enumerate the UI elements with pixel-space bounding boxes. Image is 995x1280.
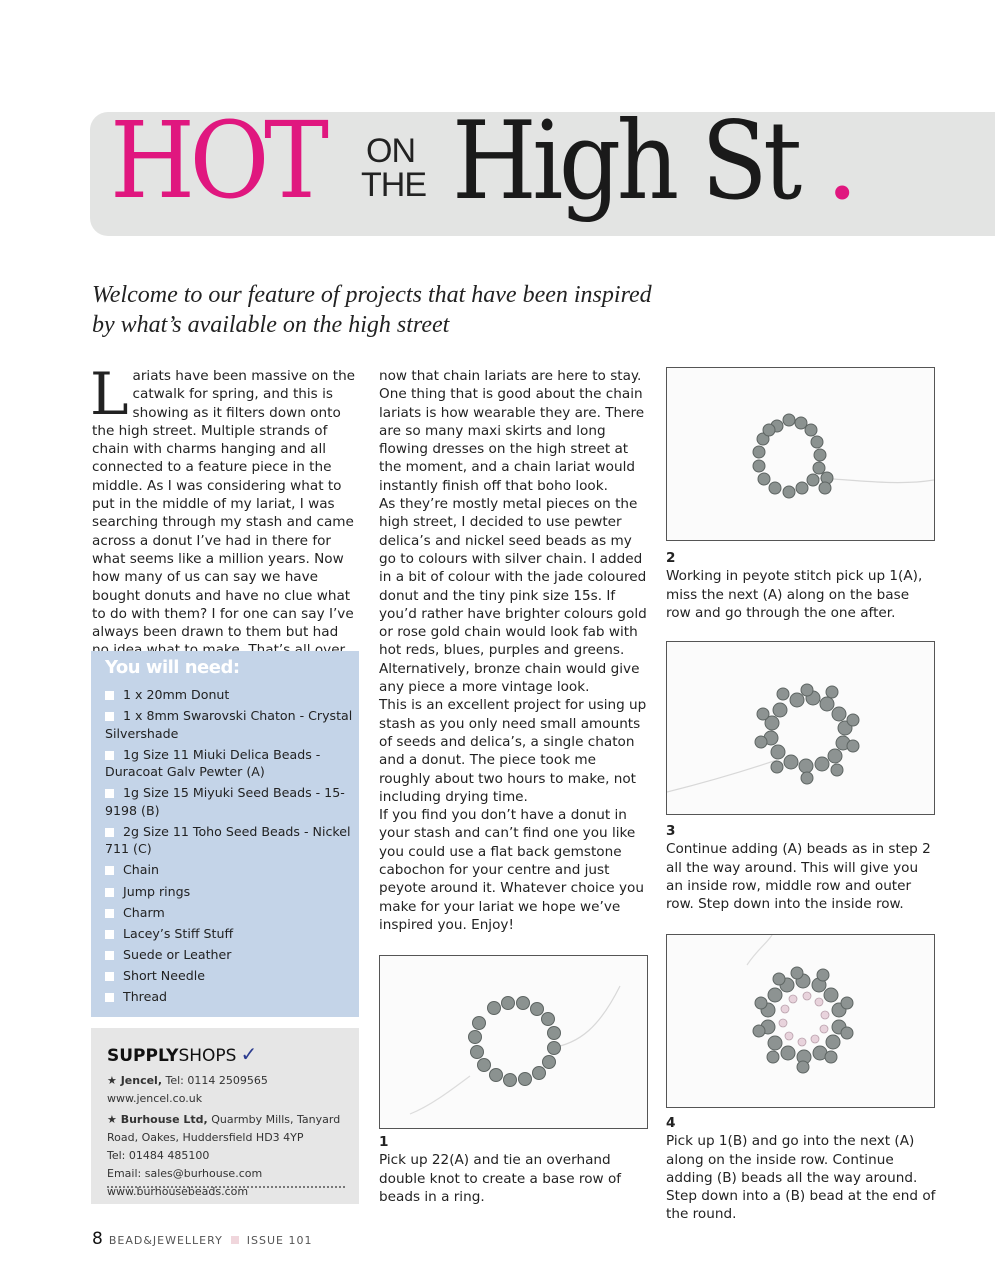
list-item-label: Suede or Leather xyxy=(123,946,232,962)
step-2-photo xyxy=(666,367,935,541)
checkbox-square-icon xyxy=(105,751,114,760)
step-2-caption xyxy=(666,549,936,622)
list-item xyxy=(105,883,355,901)
supply-title-light: SHOPS xyxy=(178,1046,237,1066)
shop-detail: Tel: 0114 2509565 www.jencel.co.uk xyxy=(107,1074,268,1105)
shop-tel: Tel: 01484 485100 xyxy=(107,1149,210,1162)
list-item-label: Chain xyxy=(123,862,159,878)
shop-detail: Quarmby Mills, Tanyard Road, Oakes, Huddersfield HD3 4YP xyxy=(107,1113,341,1144)
magazine-name: BEAD&JEWELLERY xyxy=(108,1234,223,1247)
bead-ring-image xyxy=(667,368,934,540)
supply-shops-box xyxy=(91,1028,359,1204)
you-will-need-title: You will need: xyxy=(105,657,240,678)
step-number: 2 xyxy=(666,550,676,566)
list-item-label: Jump rings xyxy=(123,883,191,899)
materials-list xyxy=(105,686,355,1009)
shop-website: www.burhousebeads.com xyxy=(107,1185,249,1198)
title-high-st: High St xyxy=(452,99,798,224)
article-paragraph: ariats have been massive on the catwalk for spring, and this is showing as it filters down onto the high street. Multiple strands of chain with charms hanging and all connected to a feature piece in the middle. As I was considering what to put in the middle of my lariat, I was searching through my stash and came across a donut I’ve had in there for what seems like a million years. Now how many of us can say we have bought donuts and have no clue what to do with them? I for one can say I’ve always been drawn to them but had xyxy=(92,368,356,641)
checkbox-square-icon xyxy=(105,828,114,837)
step-text: Pick up 1(B) and go into the next (A) along on the inside row. Continue adding (B) beads all the way around. Step down into a (B) bead at the end of the round. xyxy=(666,1133,936,1223)
drop-cap: L xyxy=(90,360,129,428)
step-number: 3 xyxy=(666,823,676,839)
shop-entry xyxy=(107,1072,355,1108)
checkbox-square-icon xyxy=(105,930,114,939)
list-item-label: Thread xyxy=(123,989,168,1005)
you-will-need-box xyxy=(91,651,359,1017)
checkbox-square-icon xyxy=(105,909,114,918)
step-number: 4 xyxy=(666,1115,676,1131)
article-column-2 xyxy=(379,367,647,934)
list-item-label: 2g Size 11 Toho Seed Beads - Nickel 711 (C) xyxy=(105,823,351,857)
title-dot: . xyxy=(825,99,860,224)
list-item-label: 1 x 20mm Donut xyxy=(123,687,230,702)
title-on: ON xyxy=(366,132,415,170)
step-3-photo xyxy=(666,641,935,815)
list-item xyxy=(105,746,355,781)
step-number: 1 xyxy=(379,1134,389,1150)
step-4-photo xyxy=(666,934,935,1108)
list-item xyxy=(105,925,355,943)
article-column-1 xyxy=(90,360,358,660)
supply-title-bold: SUPPLY xyxy=(107,1046,179,1066)
supply-shops-title xyxy=(107,1042,257,1066)
bead-ring-image xyxy=(667,642,934,814)
bead-ring-image xyxy=(667,935,934,1107)
list-item-label: Charm xyxy=(123,904,165,920)
article-paragraph: As they’re mostly metal pieces on the high street, I decided to use pewter delica’s and nickel seed beads as my go to colours with silver chain. I added in a bit of colour with the jade coloured donut and the tiny pink size 15s. If you’d rather have brighter colours gold or rose gold chain would look fab with hot reds, blues, purples and greens. Alternatively, bronze chain would give any piece a more vintage look. xyxy=(379,496,647,696)
step-4-caption xyxy=(666,1114,936,1224)
checkbox-square-icon xyxy=(105,789,114,798)
dotted-divider xyxy=(107,1186,345,1188)
check-icon: ✓ xyxy=(240,1042,258,1066)
list-item xyxy=(105,988,355,1006)
issue-label: ISSUE 101 xyxy=(246,1234,313,1247)
shop-email: Email: sales@burhouse.com xyxy=(107,1167,263,1180)
list-item xyxy=(105,686,355,704)
article-paragraph: This is an excellent project for using up stash as you only need small amounts of seeds and delica’s, a single chaton and a donut. The piece took me roughly about two hours to make, not including drying time. xyxy=(379,697,647,805)
checkbox-square-icon xyxy=(105,951,114,960)
list-item xyxy=(105,823,355,858)
checkbox-square-icon xyxy=(105,972,114,981)
article-paragraph: If you find you don’t have a donut in your stash and can’t find one you like you could use a flat back gemstone cabochon for your centre and just peyote around it. Whatever choice you make for your lariat we hope we’ve inspired you. Enjoy! xyxy=(379,807,644,933)
list-item xyxy=(105,967,355,985)
checkbox-square-icon xyxy=(105,866,114,875)
checkbox-square-icon xyxy=(105,993,114,1002)
supply-shops-list xyxy=(107,1072,355,1204)
list-item-label: 1g Size 15 Miyuki Seed Beads - 15-9198 (B) xyxy=(105,785,345,818)
title-the: THE xyxy=(361,166,426,204)
step-1-photo xyxy=(379,955,648,1129)
shop-name: ★ Jencel, xyxy=(107,1074,163,1087)
list-item-label: 1 x 8mm Swarovski Chaton - Crystal Silvershade xyxy=(105,708,353,741)
page-footer xyxy=(92,1229,313,1249)
title-hot: HOT xyxy=(110,99,324,222)
page-number: 8 xyxy=(92,1229,103,1249)
step-text: Working in peyote stitch pick up 1(A), miss the next (A) along on the base row and go through the one after. xyxy=(666,568,923,621)
article-paragraph: now that chain lariats are here to stay. One thing that is good about the chain lariats is how wearable they are. There are so many maxi skirts and long flowing dresses on the high street at the moment, and a chain lariat would instantly finish off that boho look. xyxy=(379,368,645,494)
bead-ring-image xyxy=(380,956,647,1128)
intro-text: Welcome to our feature of projects that have been inspired by what’s available on the high street xyxy=(92,282,652,338)
checkbox-square-icon xyxy=(105,691,114,700)
list-item xyxy=(105,904,355,922)
list-item-label: 1g Size 11 Miuki Delica Beads - Duracoat Galv Pewter (A) xyxy=(105,746,321,780)
list-item-label: Lacey’s Stiff Stuff xyxy=(123,925,234,941)
checkbox-square-icon xyxy=(105,888,114,897)
step-3-caption xyxy=(666,822,936,913)
list-item xyxy=(105,946,355,964)
shop-name: ★ Burhouse Ltd, xyxy=(107,1113,208,1126)
list-item-label: Short Needle xyxy=(123,967,205,983)
checkbox-square-icon xyxy=(105,712,114,721)
list-item xyxy=(105,861,355,879)
list-item xyxy=(105,784,355,819)
step-1-caption xyxy=(379,1133,649,1206)
footer-separator xyxy=(231,1236,239,1244)
list-item xyxy=(105,707,355,742)
step-text: Continue adding (A) beads as in step 2 all the way around. This will give you an inside row, middle row and outer row. Step down into the inside row. xyxy=(666,841,931,913)
step-text: Pick up 22(A) and tie an overhand double knot to create a base row of beads in a ring. xyxy=(379,1152,622,1205)
